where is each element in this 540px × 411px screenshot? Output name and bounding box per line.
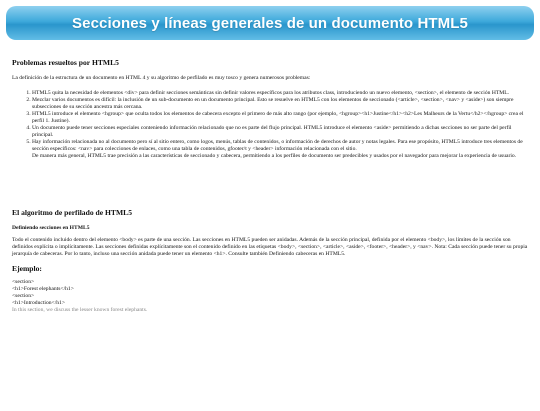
list-item: 4. Un documento puede tener secciones especiales conteniendo información relacionado que no es parte del flujo principal. HTML5 introduce el elemento <aside> permitiendo a dichas secciones no ser parte del perfil principal. xyxy=(32,125,528,139)
list-item-extra: De manera más general, HTML5 trae precisión a las características de seccionado y cabecera, permitiendo a los perfiles de documento ser predecibles y usados por el navegador para mejorar la experiencia de usuario. xyxy=(32,153,517,159)
code-line: <h1>Forest elephants</h1> xyxy=(12,286,74,292)
banner-title: Secciones y líneas generales de un documento HTML5 xyxy=(72,14,468,32)
section-heading-algoritmo: El algoritmo de perfilado de HTML5 xyxy=(12,208,133,217)
page-banner xyxy=(6,6,534,40)
list-item: 3. HTML5 introduce el elemento <hgroup> que oculta todos los elementos de cabecera excepto el primero de más alto rango (por ejemplo, <hgroup><h1>Justine</h1><h2>Les Malheurs de la Vertu</h2></hgroup> crea el perfil 1. Justine). xyxy=(32,111,528,125)
problems-list xyxy=(12,90,528,160)
subheading-definiendo: Definiendo secciones en HTML5 xyxy=(12,225,90,231)
list-item-text: Hay información relacionada no al documento pero sí al sitio entero, como logos, menús, tablas de contenidos, o información de derechos de autor y notas legales. Para ese propósito, HTML5 introduce tres elementos de sección específicos: <nav> para colecciones de enlaces, como una tabla de contenidos, gfooter/t y <header> información relacionada con el sitio. xyxy=(32,139,523,152)
code-line: <h1>Introduction</h1> xyxy=(12,300,66,306)
section-heading-problemas: Problemas resueltos por HTML5 xyxy=(12,58,119,67)
section-intro: La definición de la estructura de un documento en HTML 4 y su algoritmo de perfilado es muy tosco y genera numerosos problemas: xyxy=(12,75,311,81)
code-line: <section> xyxy=(12,293,35,299)
code-example xyxy=(12,279,528,314)
list-item: 1. HTML5 quita la necesidad de elementos <div> para definir secciones semánticas sin definir valores específicos para los atributos class, introduciendo un nuevo elemento, <section>, el elemento de sección HTML. xyxy=(32,90,528,97)
section-paragraph: Todo el contenido incluido dentro del elemento <body> es parte de una sección. Las secciones en HTML5 pueden ser anidadas. Además de la sección principal, definida por el elemento <body>, los límites de la sección son definidos explícita o implícitamente. Las secciones definidas explícitamente son el contenido definido en las etiquetas <body>, <section>, <article>, <aside>, <footer>, <header>, y <nav>. Nota: Cada sección puede tener su propia jerarquía de cabeceras. Por lo tanto, incluso una sección anidada puede tener un elemento <h1>. Consulte también Definiendo cabeceras en HTML5. xyxy=(12,237,528,257)
list-item: 2. Mezclar varios documentos es difícil: la inclusión de un sub-documento en un documento principal. Esto se resuelve en HTML5 con los elementos de seccionado (<article>, <section>, <nav> y <aside>) son siempre subsecciones de su sección ancestra más cercana. xyxy=(32,97,528,111)
code-line-faded: In this section, we discuss the lesser known forest elephants. xyxy=(12,307,148,313)
article-content xyxy=(0,58,540,314)
code-line: <section> xyxy=(12,279,35,285)
example-heading: Ejemplo: xyxy=(12,264,42,273)
list-item xyxy=(32,139,528,160)
